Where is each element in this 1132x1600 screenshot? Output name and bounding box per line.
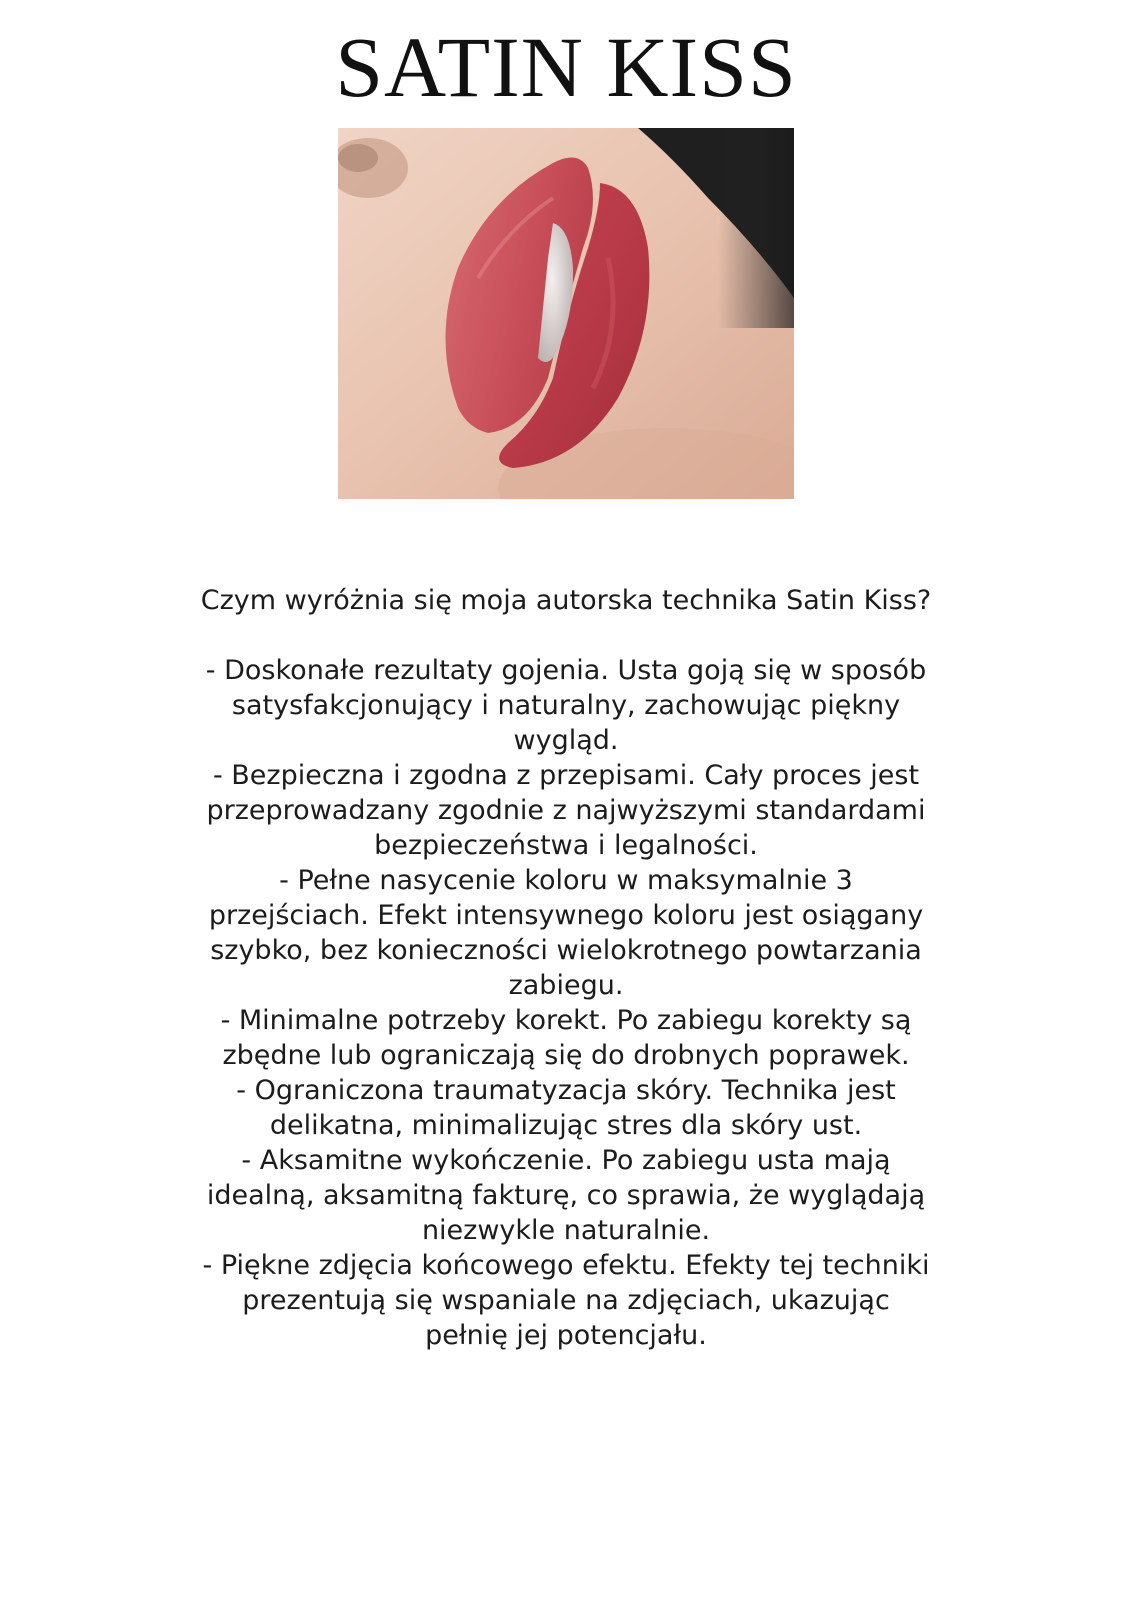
description-text [200,583,932,1353]
feature-healing: - Doskonałe rezultaty gojenia. Usta goją się w sposób satysfakcjonujący i naturalny, zachowując piękny wygląd. [205,655,927,756]
intro-question: Czym wyróżnia się moja autorska technika Satin Kiss? [200,585,932,616]
feature-velvet-finish: - Aksamitne wykończenie. Po zabiegu usta mają idealną, aksamitną fakturę, co sprawia, że wyglądają niezwykle naturalnie. [206,1145,926,1246]
feature-minimal-corrections: - Minimalne potrzeby korekt. Po zabiegu korekty są zbędne lub ograniczają się do drobnych poprawek. [220,1005,912,1071]
lips-illustration [338,128,794,499]
lips-photo [338,128,794,499]
feature-color-saturation: - Pełne nasycenie koloru w maksymalnie 3 przejściach. Efekt intensywnego koloru jest osiągany szybko, bez konieczności wielokrotnego powtarzania zabiegu. [208,865,924,1001]
feature-limited-trauma: - Ograniczona traumatyzacja skóry. Technika jest delikatna, minimalizując stres dla skóry ust. [236,1075,896,1141]
page-title: SATIN KISS [335,19,797,115]
feature-safety: - Bezpieczna i zgodna z przepisami. Cały proces jest przeprowadzany zgodnie z najwyższymi standardami bezpieczeństwa i legalności. [206,760,926,861]
feature-beautiful-photos: - Piękne zdjęcia końcowego efektu. Efekty tej techniki prezentują się wspaniale na zdjęciach, ukazując pełnię jej potencjału. [202,1250,930,1351]
